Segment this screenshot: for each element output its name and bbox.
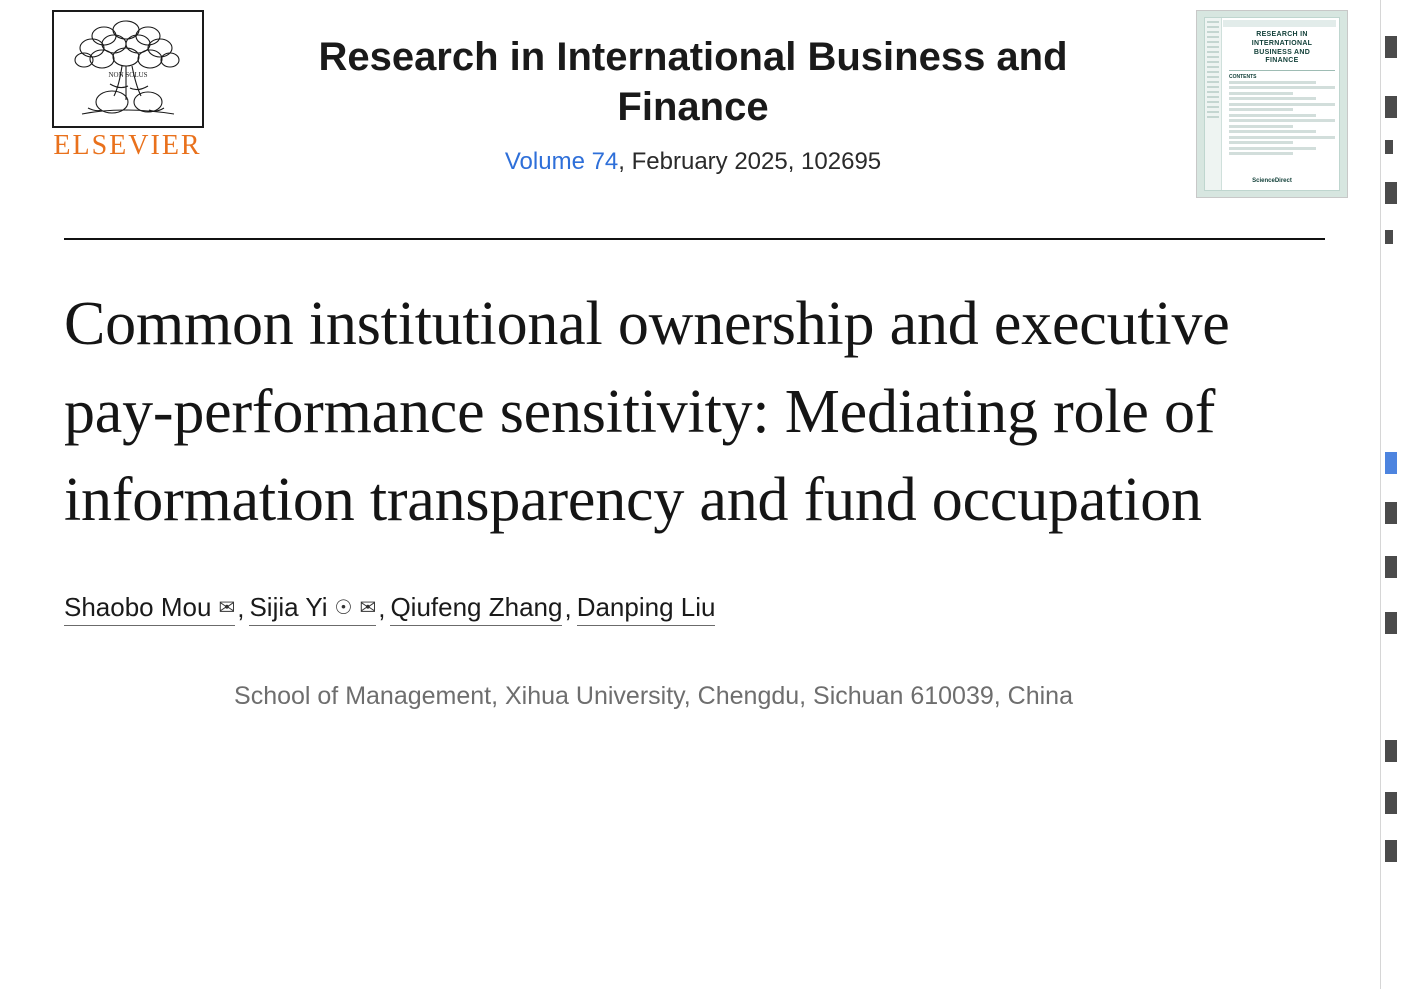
journal-header <box>0 0 1403 230</box>
journal-cover-thumbnail[interactable] <box>1196 10 1348 198</box>
page-title: Common institutional ownership and executive pay-performance sensitivity: Mediating role of information transparency and fund occupation <box>64 290 1230 535</box>
cover-sidebar <box>1205 18 1222 190</box>
issue-rest: , February 2025, 102695 <box>618 148 882 175</box>
author-separator: , <box>564 592 572 623</box>
author-name: Sijia Yi <box>249 592 328 623</box>
article-block <box>0 240 1403 711</box>
author-item[interactable] <box>577 592 716 626</box>
journal-info <box>190 6 1196 176</box>
author-item[interactable] <box>390 592 562 626</box>
author-separator: , <box>378 592 386 623</box>
cover-head-line2: INTERNATIONAL <box>1251 39 1313 47</box>
author-name: Shaobo Mou <box>64 592 212 623</box>
person-icon[interactable]: ☉ <box>334 596 353 619</box>
affiliation: School of Management, Xihua University, Chengdu, Sichuan 610039, China <box>234 682 1073 711</box>
elsevier-logo[interactable] <box>45 10 210 162</box>
svg-text:NON SOLUS: NON SOLUS <box>107 71 148 79</box>
author-name: Qiufeng Zhang <box>390 592 563 623</box>
cover-topbar <box>1223 20 1336 27</box>
journal-issue-line <box>190 148 1196 176</box>
journal-cover-inner <box>1204 17 1340 191</box>
elsevier-wordmark: ELSEVIER <box>53 130 202 161</box>
author-list <box>64 592 1323 626</box>
author-separator: , <box>237 592 245 623</box>
envelope-icon[interactable]: ✉ <box>359 596 377 619</box>
right-edge-cutoff-column <box>1380 0 1403 989</box>
author-item[interactable] <box>64 592 235 626</box>
cover-head-line4: FINANCE <box>1265 57 1299 65</box>
author-item[interactable] <box>249 592 376 626</box>
cover-head <box>1229 31 1335 66</box>
cover-divider <box>1229 70 1335 71</box>
envelope-icon[interactable]: ✉ <box>218 596 236 619</box>
cover-head-line1: RESEARCH IN <box>1256 31 1308 38</box>
elsevier-tree-icon <box>52 10 204 128</box>
cover-head-line3: BUSINESS AND <box>1253 48 1311 56</box>
author-name: Danping Liu <box>576 592 716 623</box>
volume-link[interactable]: Volume 74 <box>504 148 619 175</box>
journal-title[interactable]: Research in International Business and Finance <box>318 35 1068 129</box>
cover-text-lines <box>1229 81 1335 156</box>
cover-contents-label: CONTENTS <box>1229 74 1257 80</box>
cover-sciencedirect-label: ScienceDirect <box>1252 177 1292 184</box>
